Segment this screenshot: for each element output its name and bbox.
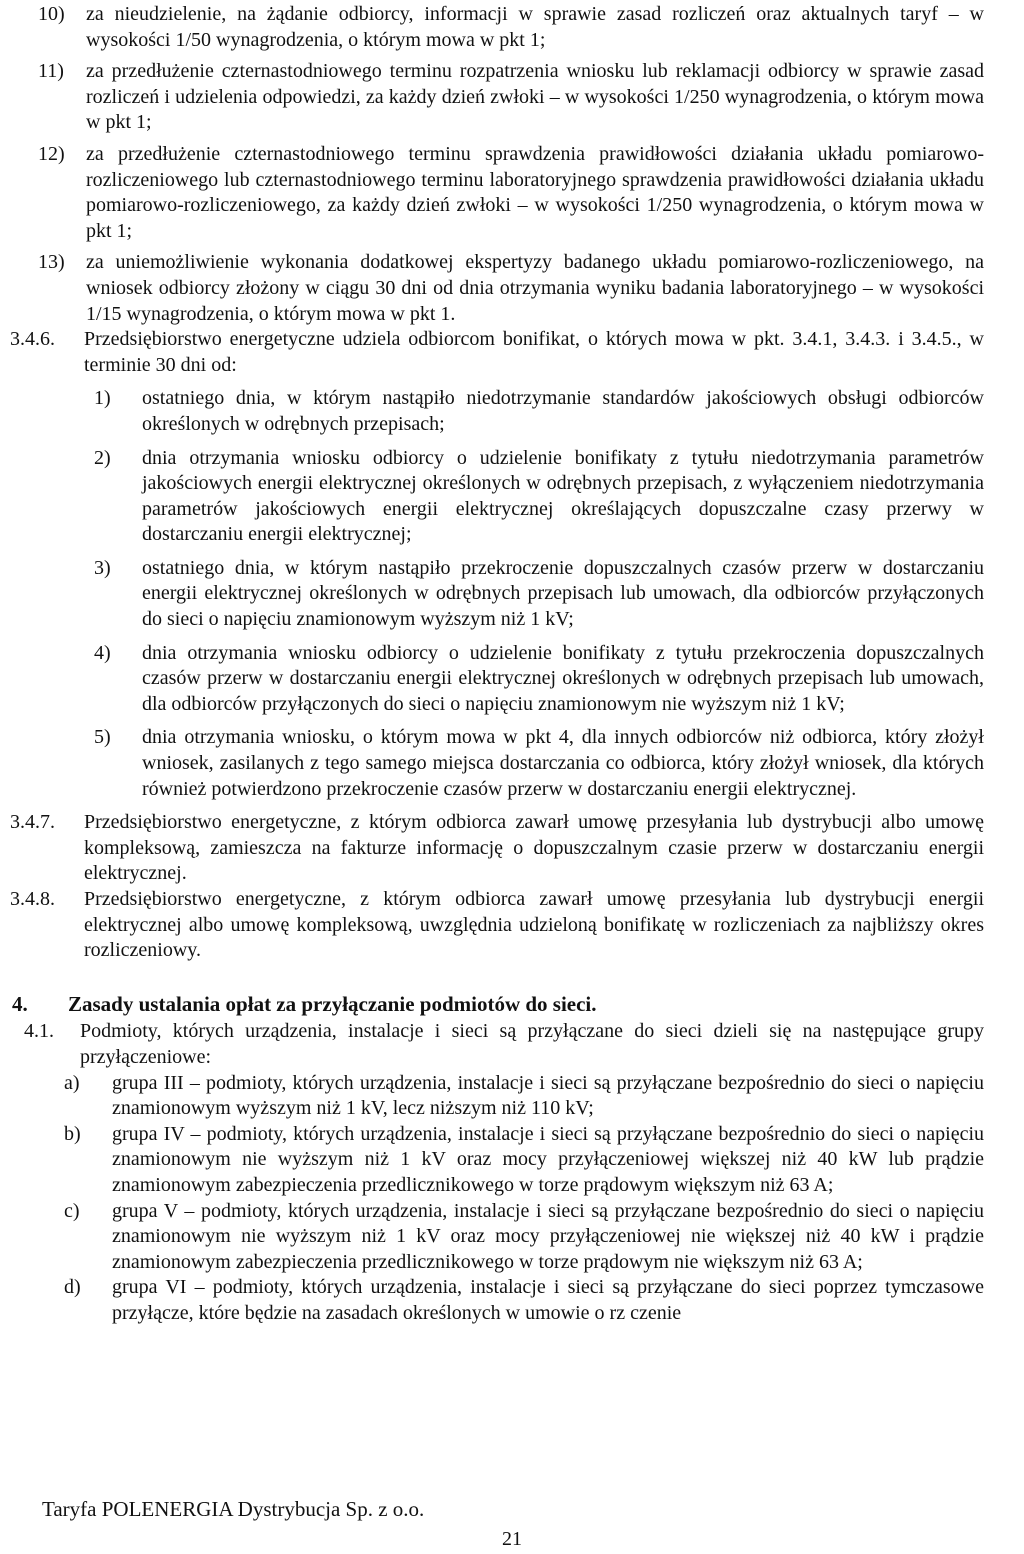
page-number: 21 (502, 1528, 522, 1550)
item-text: za nieudzielenie, na żądanie odbiorcy, informacji w sprawie zasad rozliczeń oraz aktualnych taryf – w wysokości 1/50 wynagrodzenia, o którym mowa w pkt 1; (86, 3, 984, 51)
section-heading-4 (8, 992, 984, 1018)
list-item (8, 1199, 984, 1276)
list-item (8, 2, 984, 53)
item-number: 13) (38, 251, 65, 274)
list-item (8, 1071, 984, 1122)
item-text: ostatniego dnia, w którym nastąpiło przekroczenie dopuszczalnych czasów przerw w dostarczaniu energii elektrycznej określonych w odrębnych przepisach lub umowach, dla odbiorców przyłączonych do sieci o napięciu znamionowym wyższym niż 1 kV; (142, 556, 984, 631)
list-item (8, 725, 984, 802)
list-item (8, 446, 984, 548)
heading-text: Zasady ustalania opłat za przyłączanie podmiotów do sieci. (68, 991, 597, 1016)
item-text: za uniemożliwienie wykonania dodatkowej ekspertyzy badanego układu pomiarowo-rozliczeniowego, na wniosek odbiorcy złożony w ciągu 30 dni od dnia otrzymania wyniku badania laboratoryjnego – w wysokości 1/15 wynagrodzenia, o którym mowa w pkt 1. (86, 251, 984, 325)
item-text: dnia otrzymania wniosku, o którym mowa w pkt 4, dla innych odbiorców niż odbiorca, który złożył wniosek, zasilanych z tego samego miejsca dostarczania co odbiorca, który złożył wniosek, dla których również potwierdzono przekroczenie czasów przerw w dostarczaniu energii elektrycznej. (142, 726, 984, 800)
item-letter: d) (64, 1276, 81, 1299)
section-number: 3.4.8. (10, 888, 55, 910)
list-item (8, 250, 984, 327)
section-4-1 (8, 1019, 984, 1070)
item-text: grupa IV – podmioty, których urządzenia, instalacje i sieci są przyłączane bezpośrednio do sieci o napięciu znamionowym nie wyższym niż 1 kV oraz mocy przyłączeniowej większej niż 40 kW lub prądzie znamionowym zabezpieczenia przedlicznikowego w torze prądowym większym niż 63 A; (112, 1122, 984, 1196)
item-number: 5) (94, 726, 111, 749)
section-3-4-8 (8, 887, 984, 964)
section-text: Przedsiębiorstwo energetyczne, z którym odbiorca zawarł umowę przesyłania lub dystrybucji albo umowę kompleksową, zamieszcza na fakturze informację o dopuszczalnym czasie przerw w dostarczaniu energii elektrycznej. (84, 811, 984, 885)
section-text: Przedsiębiorstwo energetyczne, z którym odbiorca zawarł umowę przesyłania lub dystrybucji energii elektrycznej albo umowę kompleksową, uwzględnia udzieloną bonifikatę w rozliczeniach za najbliższy okres rozliczeniowy. (84, 888, 984, 962)
item-text: ostatniego dnia, w którym nastąpiło niedotrzymanie standardów jakościowych obsługi odbiorców określonych w odrębnych przepisach; (142, 387, 984, 435)
section-number: 4.1. (24, 1020, 54, 1043)
item-number: 4) (94, 641, 111, 664)
section-text: Podmioty, których urządzenia, instalacje i sieci są przyłączane do sieci dzieli się na następujące grupy przyłączeniowe: (80, 1020, 984, 1068)
item-number: 10) (38, 3, 65, 25)
section-number: 3.4.6. (10, 328, 55, 351)
list-item (8, 386, 984, 437)
item-number: 1) (94, 387, 111, 410)
heading-number: 4. (12, 991, 28, 1016)
item-text: grupa VI – podmioty, których urządzenia, instalacje i sieci są przyłączane do sieci poprzez tymczasowe przyłącze, które będzie na zasadach określonych w umowie o rz czenie (112, 1276, 984, 1324)
section-3-4-7 (8, 810, 984, 887)
item-letter: b) (64, 1122, 81, 1145)
item-text: za przedłużenie czternastodniowego terminu rozpatrzenia wniosku lub reklamacji odbiorcy w sprawie zasad rozliczeń i udzielenia odpowiedzi, za każdy dzień zwłoki – w wysokości 1/250 wynagrodzenia, o którym mowa w pkt 1; (86, 60, 984, 134)
item-text: za przedłużenie czternastodniowego terminu sprawdzenia prawidłowości działania układu pomiarowo-rozliczeniowego lub czternastodniowego terminu laboratoryjnego sprawdzenia prawidłowości działania układu pomiarowo-rozliczeniowego, za każdy dzień zwłoki – w wysokości 1/250 wynagrodzenia, o którym mowa w pkt 1; (86, 142, 984, 242)
section-3-4-6 (8, 327, 984, 378)
list-item (8, 142, 984, 244)
list-item (8, 59, 984, 136)
item-text: dnia otrzymania wniosku odbiorcy o udzielenie bonifikaty z tytułu przekroczenia dopuszczalnych czasów przerw w dostarczaniu energii elektrycznej określonych w odrębnych przepisach lub umowach, dla odbiorców przyłączonych do sieci o napięciu znamionowym nie wyższym niż 1 kV; (142, 641, 984, 715)
list-item (8, 641, 984, 718)
page-footer: Taryfa POLENERGIA Dystrybucja Sp. z o.o. (42, 1497, 425, 1521)
section-number: 3.4.7. (10, 811, 55, 834)
item-number: 11) (38, 60, 64, 83)
item-text: grupa III – podmioty, których urządzenia, instalacje i sieci są przyłączane bezpośrednio do sieci o napięciu znamionowym wyższym niż 1 kV, lecz niższym niż 110 kV; (112, 1071, 984, 1120)
section-text: Przedsiębiorstwo energetyczne udziela odbiorcom bonifikat, o których mowa w pkt. 3.4.1, 3.4.3. i 3.4.5., w terminie 30 dni od: (84, 328, 984, 376)
item-number: 3) (94, 556, 111, 579)
list-item (8, 1122, 984, 1199)
item-text: dnia otrzymania wniosku odbiorcy o udzielenie bonifikaty z tytułu niedotrzymania parametrów jakościowych energii elektrycznej określonych w odrębnych przepisach, z wyłączeniem niedotrzymania parametrów jakościowych energii elektrycznej określających dopuszczalne czasy przerwy w dostarczaniu energii elektrycznej; (142, 446, 984, 546)
list-item (8, 1275, 984, 1326)
list-item (8, 556, 984, 633)
item-number: 2) (94, 446, 111, 469)
item-letter: c) (64, 1199, 80, 1222)
item-number: 12) (38, 142, 65, 165)
item-text: grupa V – podmioty, których urządzenia, instalacje i sieci są przyłączane bezpośrednio do sieci o napięciu znamionowym nie wyższym niż 1 kV oraz mocy przyłączeniowej nie większej niż 40 kW i prądzie znamionowym zabezpieczenia przedlicznikowego w torze prądowym nie większym niż 63 A; (112, 1199, 984, 1273)
item-letter: a) (64, 1071, 80, 1094)
